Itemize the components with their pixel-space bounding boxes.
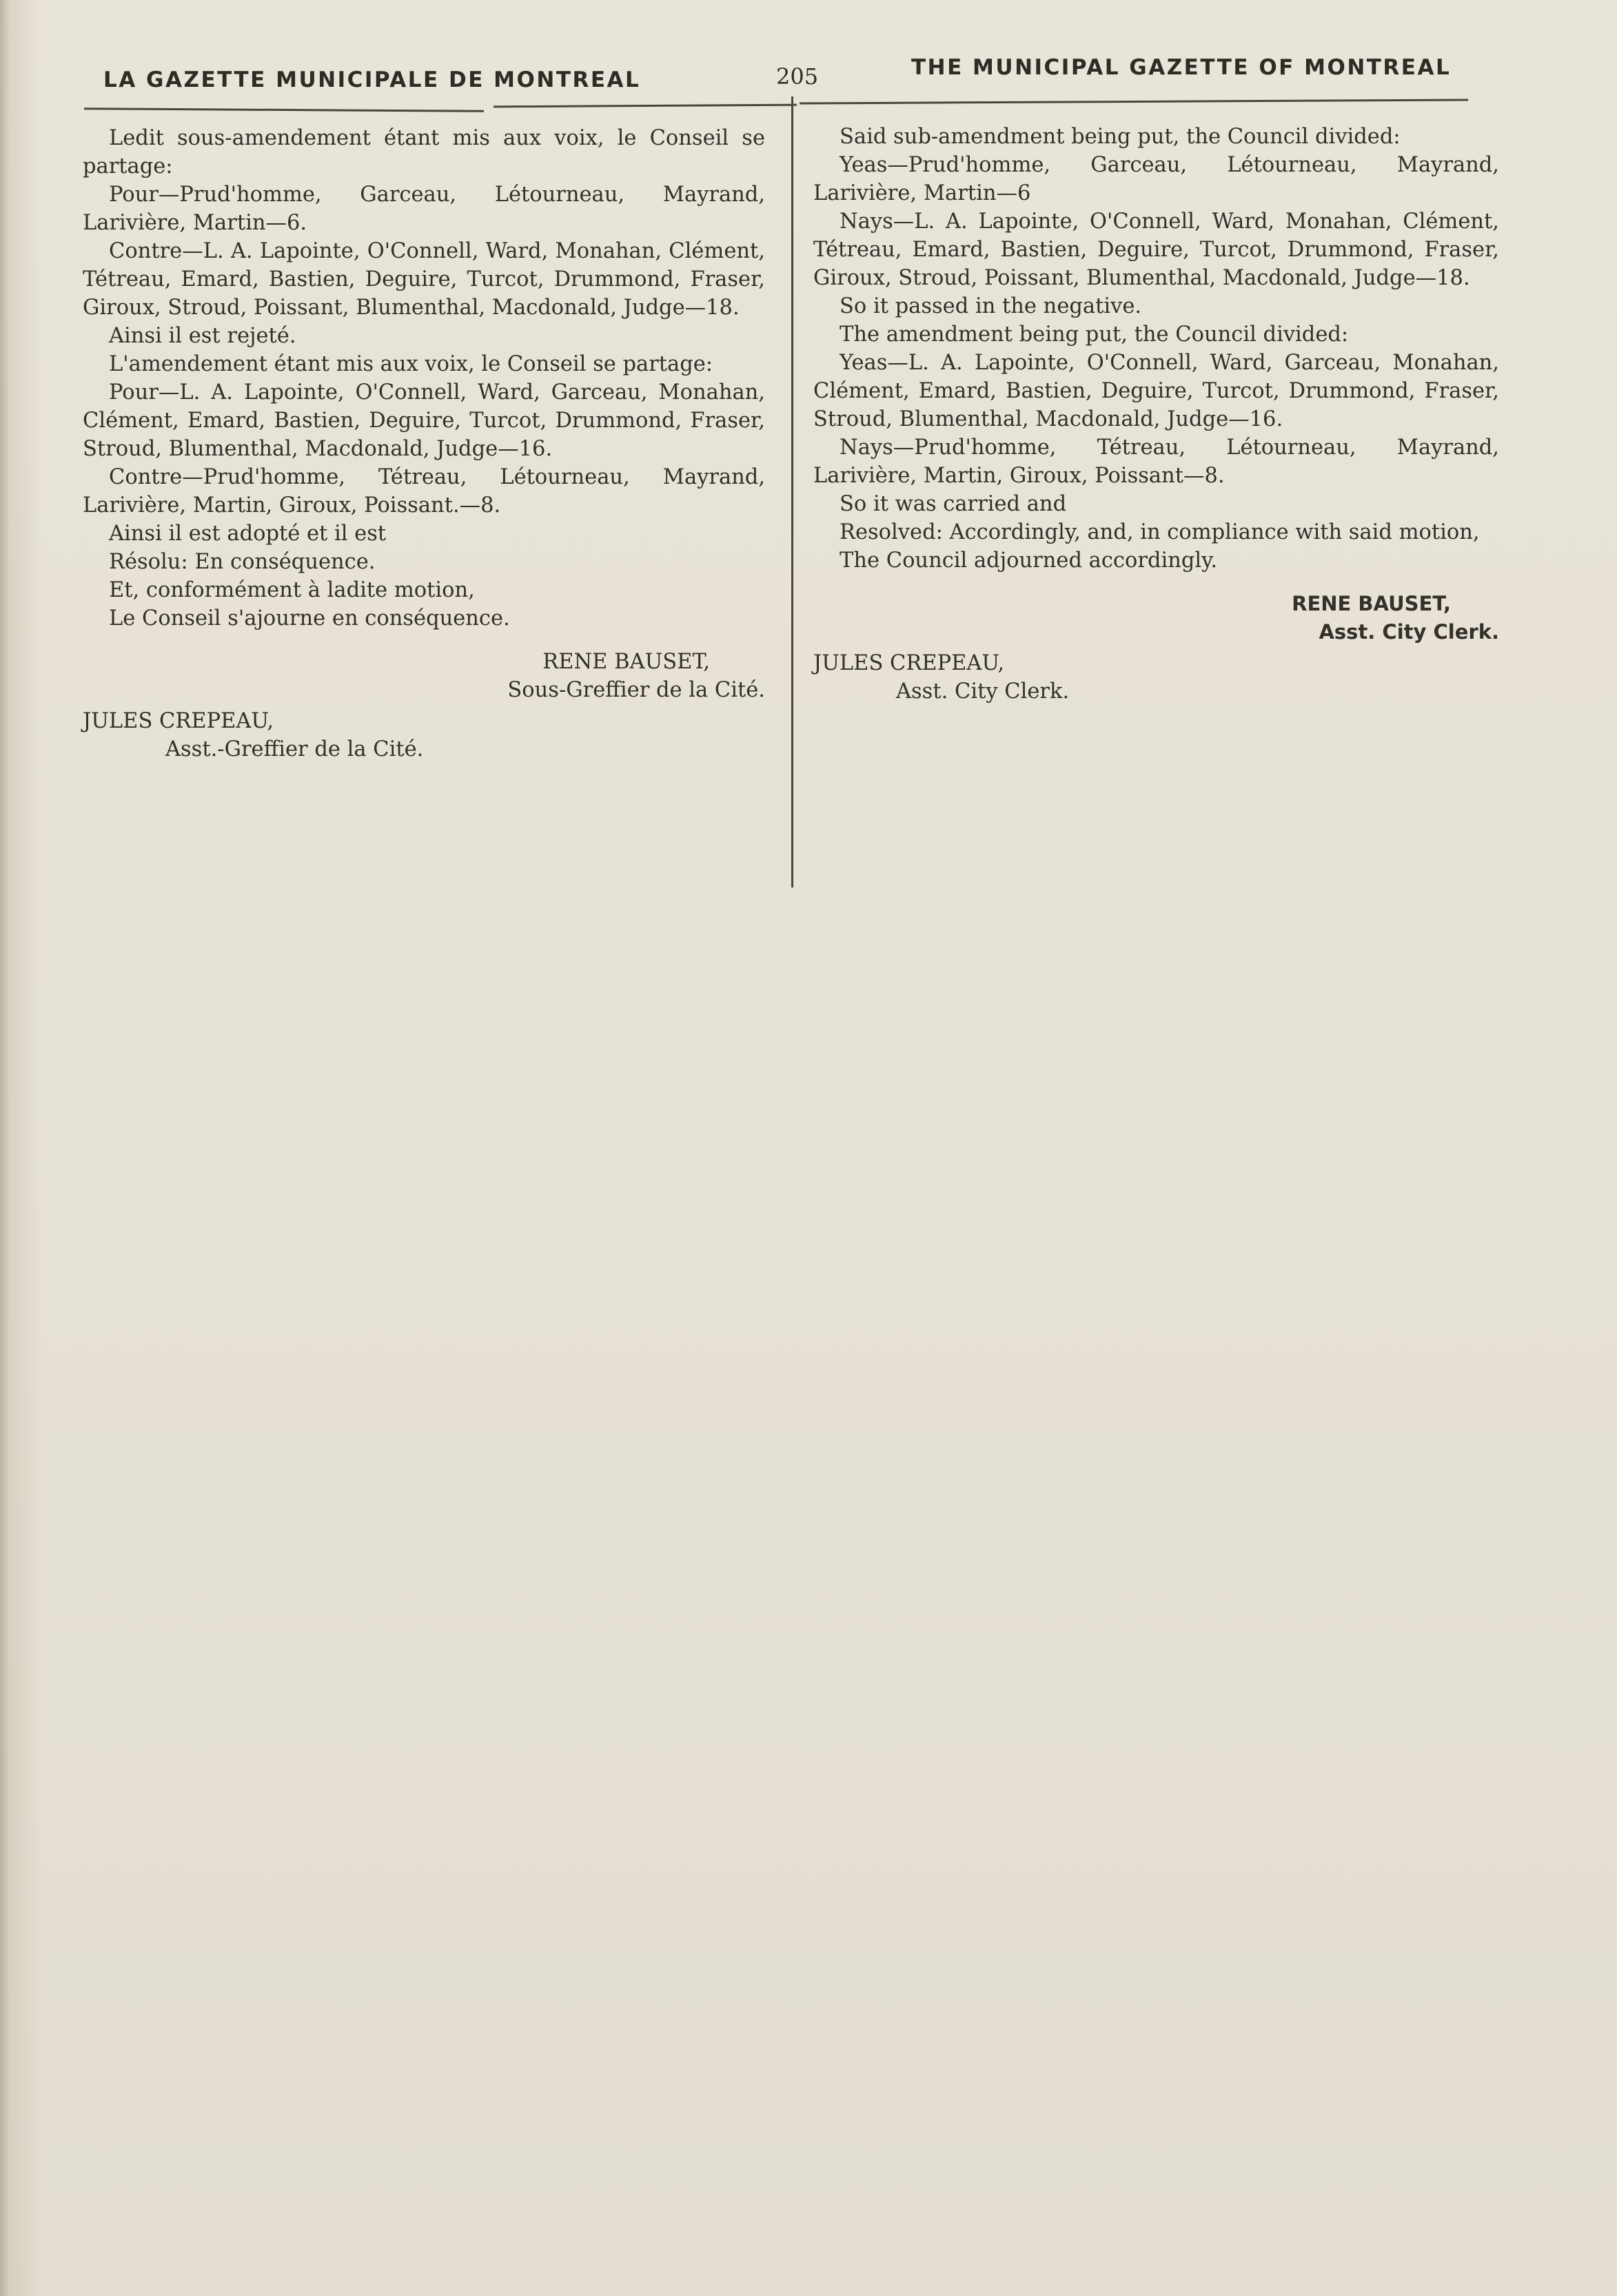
paragraph: Le Conseil s'ajourne en conséquence. [109, 606, 510, 631]
paragraph: Nays—L. A. Lapointe, O'Connell, Ward, Monahan, Clément, Tétreau, Emard, Bastien, Deguire, Turcot, Drummond, Fraser, Giroux, Stroud, Poissant, Blumenthal, Macdonald, Judge—18. [813, 209, 1499, 290]
signature-title: Sous-Greffier de la Cité. [507, 678, 765, 702]
paragraph: Nays—Prud'homme, Tétreau, Létourneau, Mayrand, Larivière, Martin, Giroux, Poissant—8. [813, 435, 1499, 488]
paragraph: Ainsi il est adopté et il est [109, 522, 387, 546]
signature-name: JULES CREPEAU, [813, 651, 1005, 675]
page-number: 205 [776, 63, 819, 90]
signature-name: RENE BAUSET, [1292, 592, 1451, 615]
paragraph: The Council adjourned accordingly. [840, 549, 1218, 573]
paragraph: Said sub-amendment being put, the Council divided: [840, 125, 1401, 149]
header-rule-left [84, 107, 484, 112]
column-divider [791, 96, 793, 888]
header-french-title: LA GAZETTE MUNICIPALE DE MONTREAL [103, 68, 641, 92]
header-english-title: THE MUNICIPAL GAZETTE OF MONTREAL [911, 55, 1452, 80]
paragraph: So it was carried and [840, 492, 1067, 516]
paragraph: The amendment being put, the Council divided: [840, 322, 1349, 347]
paragraph: Yeas—L. A. Lapointe, O'Connell, Ward, Garceau, Monahan, Clément, Emard, Bastien, Deguire, Turcot, Drummond, Fraser, Stroud, Blumenthal, Macdonald, Judge—16. [813, 351, 1499, 431]
paragraph: Ainsi il est rejeté. [109, 324, 296, 348]
paragraph: Contre—L. A. Lapointe, O'Connell, Ward, Monahan, Clément, Tétreau, Emard, Bastien, Deguire, Turcot, Drummond, Fraser, Giroux, Stroud, Poissant, Blumenthal, Macdonald, Judge—18. [83, 239, 765, 320]
signature-title: Asst.-Greffier de la Cité. [165, 737, 424, 761]
paragraph: Resolved: Accordingly, and, in compliance with said motion, [840, 520, 1480, 544]
paragraph: L'amendement étant mis aux voix, le Conseil se partage: [109, 352, 713, 376]
paragraph: Pour—L. A. Lapointe, O'Connell, Ward, Garceau, Monahan, Clément, Emard, Bastien, Deguire, Turcot, Drummond, Fraser, Stroud, Blumenthal, Macdonald, Judge—16. [83, 380, 765, 461]
paragraph: Contre—Prud'homme, Tétreau, Létourneau, Mayrand, Larivière, Martin, Giroux, Poissant.—8. [83, 465, 765, 517]
english-column [813, 123, 1499, 706]
paragraph: Résolu: En conséquence. [109, 550, 376, 574]
paragraph: Et, conformément à ladite motion, [109, 578, 475, 602]
signature-title: Asst. City Clerk. [1319, 620, 1499, 644]
paragraph: So it passed in the negative. [840, 294, 1142, 318]
signature-name: JULES CREPEAU, [83, 709, 274, 733]
french-column [83, 124, 765, 763]
signature-title: Asst. City Clerk. [896, 679, 1070, 704]
paragraph: Pour—Prud'homme, Garceau, Létourneau, Mayrand, Larivière, Martin—6. [83, 183, 765, 235]
paragraph: Ledit sous-amendement étant mis aux voix, le Conseil se partage: [83, 126, 765, 178]
paragraph: Yeas—Prud'homme, Garceau, Létourneau, Mayrand, Larivière, Martin—6 [813, 153, 1499, 205]
signature-name: RENE BAUSET, [542, 650, 710, 674]
